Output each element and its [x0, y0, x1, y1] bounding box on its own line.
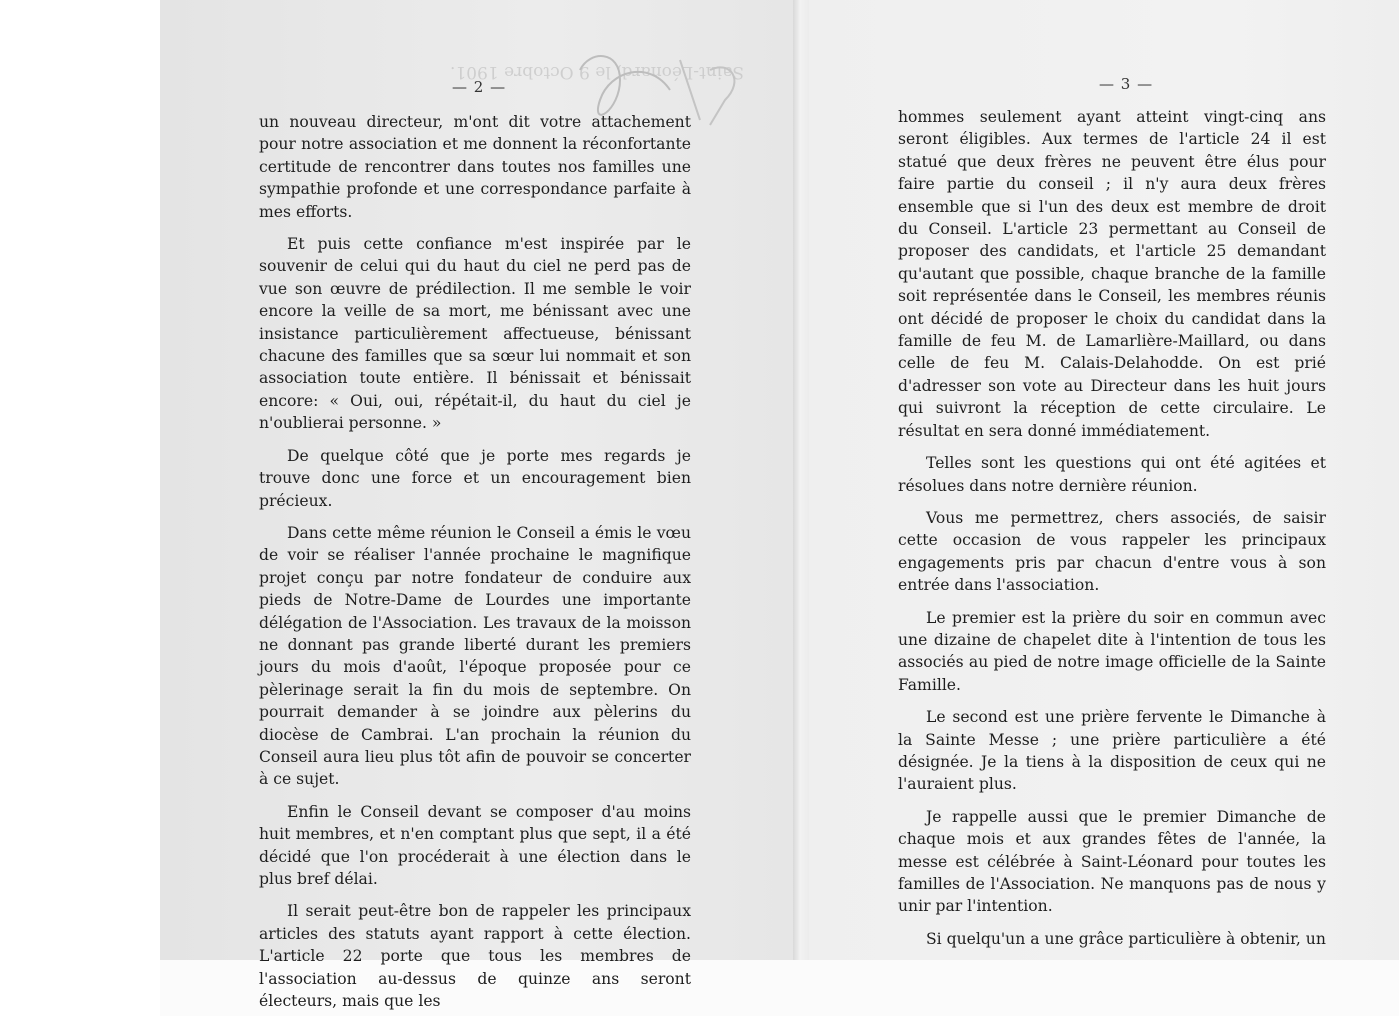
- paragraph: un nouveau directeur, m'ont dit votre attachement pour notre association et me donnent la réconfortante certitude de rencontrer dans toutes nos familles une sympathie profonde et une correspondance parfaite à mes efforts.: [259, 113, 691, 221]
- paragraph: Dans cette même réunion le Conseil a émis le vœu de voir se réaliser l'année prochaine le magnifique projet conçu par notre fondateur de conduire aux pieds de Notre-Dame de Lourdes une importante délégation de l'Association. Les travaux de la moisson ne donnant pas grande liberté durant les premiers jours du mois d'août, l'époque proposée pour ce pèlerinage serait la fin du mois de septembre. On pourrait demander à se joindre aux pèlerins du diocèse de Cambrai. L'an prochain la réunion du Conseil aura lieu plus tôt afin de pouvoir se concerter à ce sujet.: [259, 523, 691, 789]
- scan-margin-left: [0, 0, 160, 1016]
- bleed-through-text: Saint-Léonard, le 9 Octobre 1901.: [450, 62, 745, 82]
- paragraph: Vous me permettrez, chers associés, de saisir cette occasion de vous rappeler les principaux engagements pris par chacun d'entre vous à son entrée dans l'association.: [898, 508, 1326, 595]
- right-page-text: [898, 106, 1326, 960]
- paragraph: Enfin le Conseil devant se composer d'au moins huit membres, et n'en comptant plus que sept, il a été décidé que l'on procéderait à une élection dans le plus bref délai.: [259, 802, 691, 888]
- page-gutter: [793, 0, 809, 960]
- paragraph: hommes seulement ayant atteint vingt-cinq ans seront éligibles. Aux termes de l'article 24 il est statué que deux frères ne peuvent être élus pour faire partie du conseil ; il n'y aura deux frères ensemble que si l'un des deux est membre de droit du Conseil. L'article 23 permettant au Conseil de proposer des candidats, et l'article 25 demandant qu'autant que possible, chaque branche de la famille soit représentée dans le Conseil, les membres réunis ont décidé de proposer le choix du candidat dans la famille de feu M. de Lamarlière-Maillard, ou dans celle de feu M. Calais-Delahodde. On est prié d'adresser son vote au Directeur dans les huit jours qui suivront la réception de cette circulaire. Le résultat en sera donné immédiatement.: [898, 108, 1326, 440]
- page-number-left: — 2 —: [452, 78, 507, 96]
- page-number-right: — 3 —: [1099, 75, 1154, 93]
- paragraph: De quelque côté que je porte mes regards je trouve donc une force et un encouragement bien précieux.: [259, 446, 691, 510]
- paragraph: Le premier est la prière du soir en commun avec une dizaine de chapelet dite à l'intention de tous les associés au pied de notre image officielle de la Sainte Famille.: [898, 608, 1326, 694]
- paragraph: Et puis cette confiance m'est inspirée par le souvenir de celui qui du haut du ciel ne perd pas de vue son œuvre de prédilection. Il me semble le voir encore la veille de sa mort, me bénissant avec une insistance particulièrement affectueuse, bénissant chacune des familles que sa sœur lui nommait et son association toute entière. Il bénissait et bénissait encore: « Oui, oui, répétait-il, du haut du ciel je n'oublierai personne. »: [259, 235, 691, 433]
- paragraph: Le second est une prière fervente le Dimanche à la Sainte Messe ; une prière particulière a été désignée. Je la tiens à la disposition de ceux qui ne l'auraient plus.: [898, 708, 1326, 794]
- paragraph: Telles sont les questions qui ont été agitées et résolues dans notre dernière réunion.: [898, 454, 1326, 495]
- left-page-text: [259, 111, 691, 1022]
- paragraph: Si quelqu'un a une grâce particulière à obtenir, un: [926, 929, 1326, 948]
- paragraph: Je rappelle aussi que le premier Dimanche de chaque mois et aux grandes fêtes de l'année, la messe est célébrée à Saint-Léonard pour toutes les familles de l'Association. Ne manquons pas de nous y unir par l'intention.: [898, 807, 1326, 916]
- paragraph: Il serait peut-être bon de rappeler les principaux articles des statuts ayant rapport à cette élection. L'article 22 porte que tous les membres de l'association au-dessus de quinze ans seront électeurs, mais que les: [259, 902, 691, 1011]
